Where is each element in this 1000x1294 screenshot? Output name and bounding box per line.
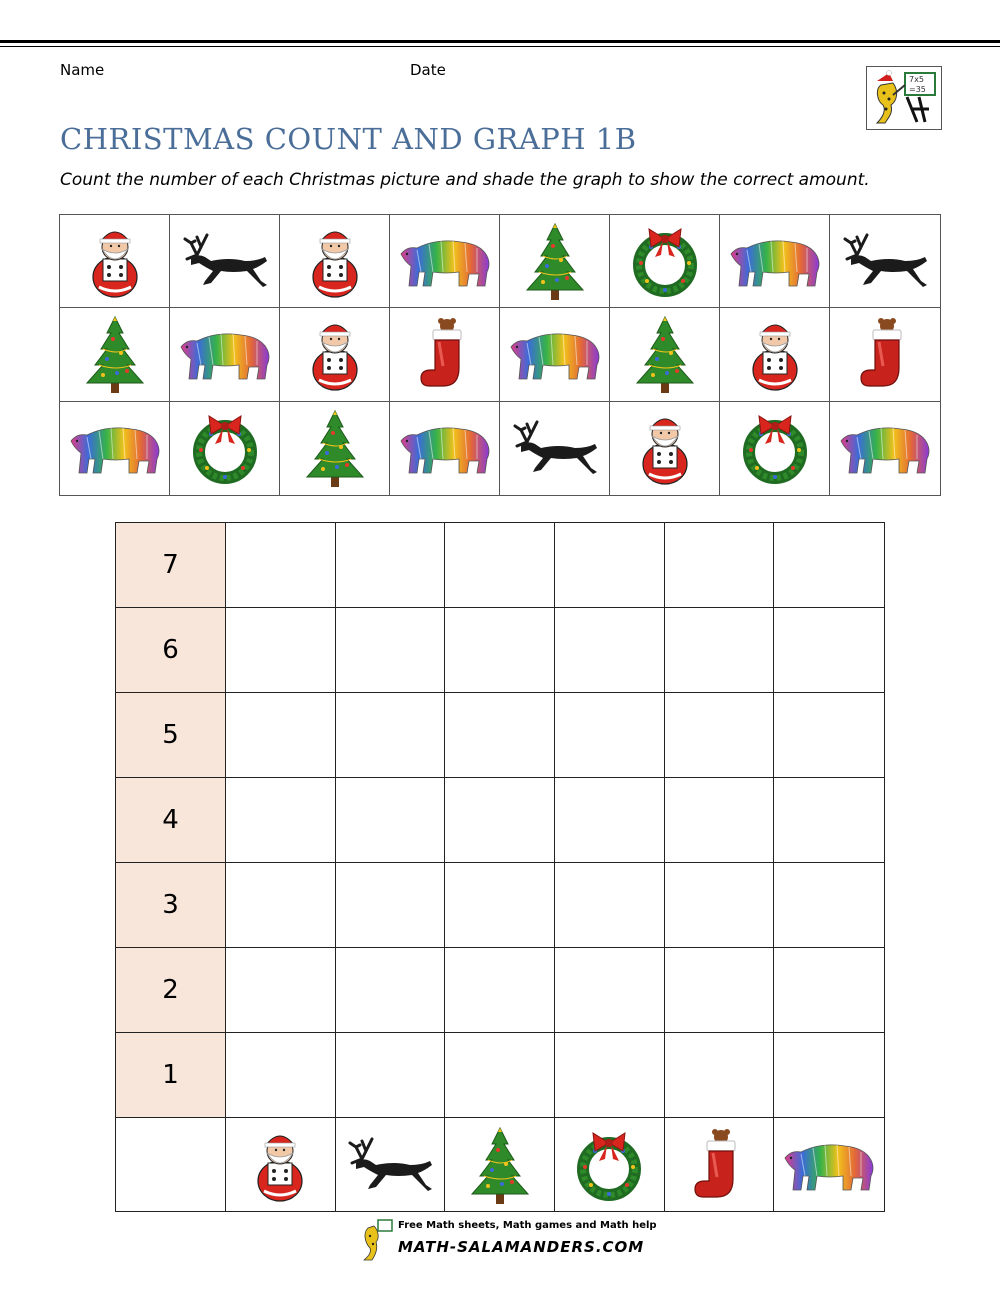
picture-cell: [610, 215, 720, 308]
x-axis-picture: [445, 1118, 555, 1211]
picture-cell: [610, 402, 720, 495]
wreath-icon: [187, 410, 263, 486]
graph-cell[interactable]: [445, 778, 555, 863]
tree-icon: [523, 220, 587, 302]
bear-icon: [727, 232, 823, 290]
graph-cell[interactable]: [665, 948, 775, 1033]
graph-cell[interactable]: [445, 523, 555, 608]
y-axis-label: 3: [116, 863, 226, 948]
graph-cell[interactable]: [665, 523, 775, 608]
x-axis-picture: [336, 1118, 446, 1211]
wreath-icon: [627, 223, 703, 299]
stocking-icon: [693, 1127, 745, 1203]
bear-icon: [177, 325, 273, 383]
tree-icon: [468, 1124, 532, 1206]
wreath-icon: [737, 410, 813, 486]
graph-cell[interactable]: [555, 523, 665, 608]
picture-cell: [830, 215, 940, 308]
svg-text:=35: =35: [909, 85, 926, 94]
graph-cell[interactable]: [336, 608, 446, 693]
y-axis-label: 6: [116, 608, 226, 693]
graph-cell[interactable]: [774, 608, 884, 693]
graph-cell[interactable]: [555, 778, 665, 863]
picture-cell: [830, 308, 940, 401]
y-axis-label: 4: [116, 778, 226, 863]
tree-icon: [83, 313, 147, 395]
picture-cell: [720, 402, 830, 495]
graph-cell[interactable]: [226, 863, 336, 948]
bear-icon: [397, 232, 493, 290]
graph-cell[interactable]: [445, 608, 555, 693]
picture-cell: [390, 215, 500, 308]
x-axis-picture: [555, 1118, 665, 1211]
bear-icon: [507, 325, 603, 383]
reindeer-icon: [837, 229, 933, 293]
santa-icon: [635, 408, 695, 488]
graph-cell[interactable]: [336, 693, 446, 778]
picture-cell: [830, 402, 940, 495]
top-rule: [0, 40, 1000, 43]
x-axis-picture: [774, 1118, 884, 1211]
x-axis-picture: [226, 1118, 336, 1211]
graph-cell[interactable]: [445, 693, 555, 778]
graph-cell[interactable]: [555, 693, 665, 778]
picture-cell: [720, 308, 830, 401]
picture-cell: [610, 308, 720, 401]
picture-cell: [60, 215, 170, 308]
picture-cell: [500, 402, 610, 495]
picture-cell: [500, 215, 610, 308]
footer-site-link[interactable]: MATH-SALAMANDERS.COM: [398, 1238, 645, 1256]
reindeer-icon: [177, 229, 273, 293]
graph-corner: [116, 1118, 226, 1211]
footer: [360, 1218, 657, 1264]
picture-cell: [390, 308, 500, 401]
page-title: CHRISTMAS COUNT AND GRAPH 1B: [60, 122, 637, 156]
graph-cell[interactable]: [226, 693, 336, 778]
footer-salamander-icon: [360, 1218, 394, 1262]
graph-cell[interactable]: [445, 948, 555, 1033]
graph-cell[interactable]: [226, 1033, 336, 1118]
graph-cell[interactable]: [445, 863, 555, 948]
picture-cell: [170, 215, 280, 308]
tree-icon: [633, 313, 697, 395]
reindeer-icon: [507, 416, 603, 480]
salamander-logo-icon: [866, 66, 942, 130]
graph-cell[interactable]: [774, 523, 884, 608]
stocking-icon: [859, 316, 911, 392]
name-label: Name: [60, 61, 105, 79]
graph-cell[interactable]: [336, 863, 446, 948]
graph-cell[interactable]: [336, 523, 446, 608]
wreath-icon: [571, 1127, 647, 1203]
graph-cell[interactable]: [336, 778, 446, 863]
bear-icon: [837, 419, 933, 477]
footer-tagline: Free Math sheets, Math games and Math help: [398, 1220, 657, 1231]
picture-cell: [280, 308, 390, 401]
graph-cell[interactable]: [774, 863, 884, 948]
x-axis-picture: [665, 1118, 775, 1211]
bear-icon: [397, 419, 493, 477]
graph-cell[interactable]: [226, 523, 336, 608]
picture-cell: [500, 308, 610, 401]
date-label: Date: [410, 61, 446, 79]
graph-cell[interactable]: [774, 693, 884, 778]
picture-cell: [280, 215, 390, 308]
picture-cell: [170, 308, 280, 401]
graph-cell[interactable]: [336, 948, 446, 1033]
tally-graph: [115, 522, 885, 1212]
graph-cell[interactable]: [555, 863, 665, 948]
stocking-icon: [419, 316, 471, 392]
picture-cell: [60, 402, 170, 495]
graph-cell[interactable]: [665, 863, 775, 948]
picture-grid: [59, 214, 941, 496]
graph-cell[interactable]: [226, 778, 336, 863]
graph-cell[interactable]: [445, 1033, 555, 1118]
graph-cell[interactable]: [226, 608, 336, 693]
y-axis-label: 5: [116, 693, 226, 778]
graph-cell[interactable]: [555, 608, 665, 693]
graph-cell[interactable]: [665, 608, 775, 693]
graph-cell[interactable]: [555, 1033, 665, 1118]
bear-icon: [67, 419, 163, 477]
santa-icon: [85, 221, 145, 301]
graph-cell[interactable]: [555, 948, 665, 1033]
y-axis-label: 2: [116, 948, 226, 1033]
graph-cell[interactable]: [774, 1033, 884, 1118]
graph-cell[interactable]: [665, 693, 775, 778]
picture-cell: [280, 402, 390, 495]
top-rule-thin: [0, 46, 1000, 47]
graph-cell[interactable]: [665, 1033, 775, 1118]
y-axis-label: 1: [116, 1033, 226, 1118]
santa-icon: [745, 314, 805, 394]
graph-cell[interactable]: [226, 948, 336, 1033]
picture-cell: [170, 402, 280, 495]
picture-cell: [60, 308, 170, 401]
instructions: Count the number of each Christmas picture and shade the graph to show the correct amount.: [60, 170, 870, 190]
graph-cell[interactable]: [336, 1033, 446, 1118]
santa-icon: [305, 314, 365, 394]
picture-cell: [390, 402, 500, 495]
picture-cell: [720, 215, 830, 308]
graph-cell[interactable]: [774, 948, 884, 1033]
graph-cell[interactable]: [774, 778, 884, 863]
santa-icon: [305, 221, 365, 301]
bear-icon: [781, 1136, 877, 1194]
santa-icon: [250, 1125, 310, 1205]
tree-icon: [303, 407, 367, 489]
svg-text:7x5: 7x5: [909, 75, 924, 84]
graph-cell[interactable]: [665, 778, 775, 863]
reindeer-icon: [342, 1133, 438, 1197]
y-axis-label: 7: [116, 523, 226, 608]
